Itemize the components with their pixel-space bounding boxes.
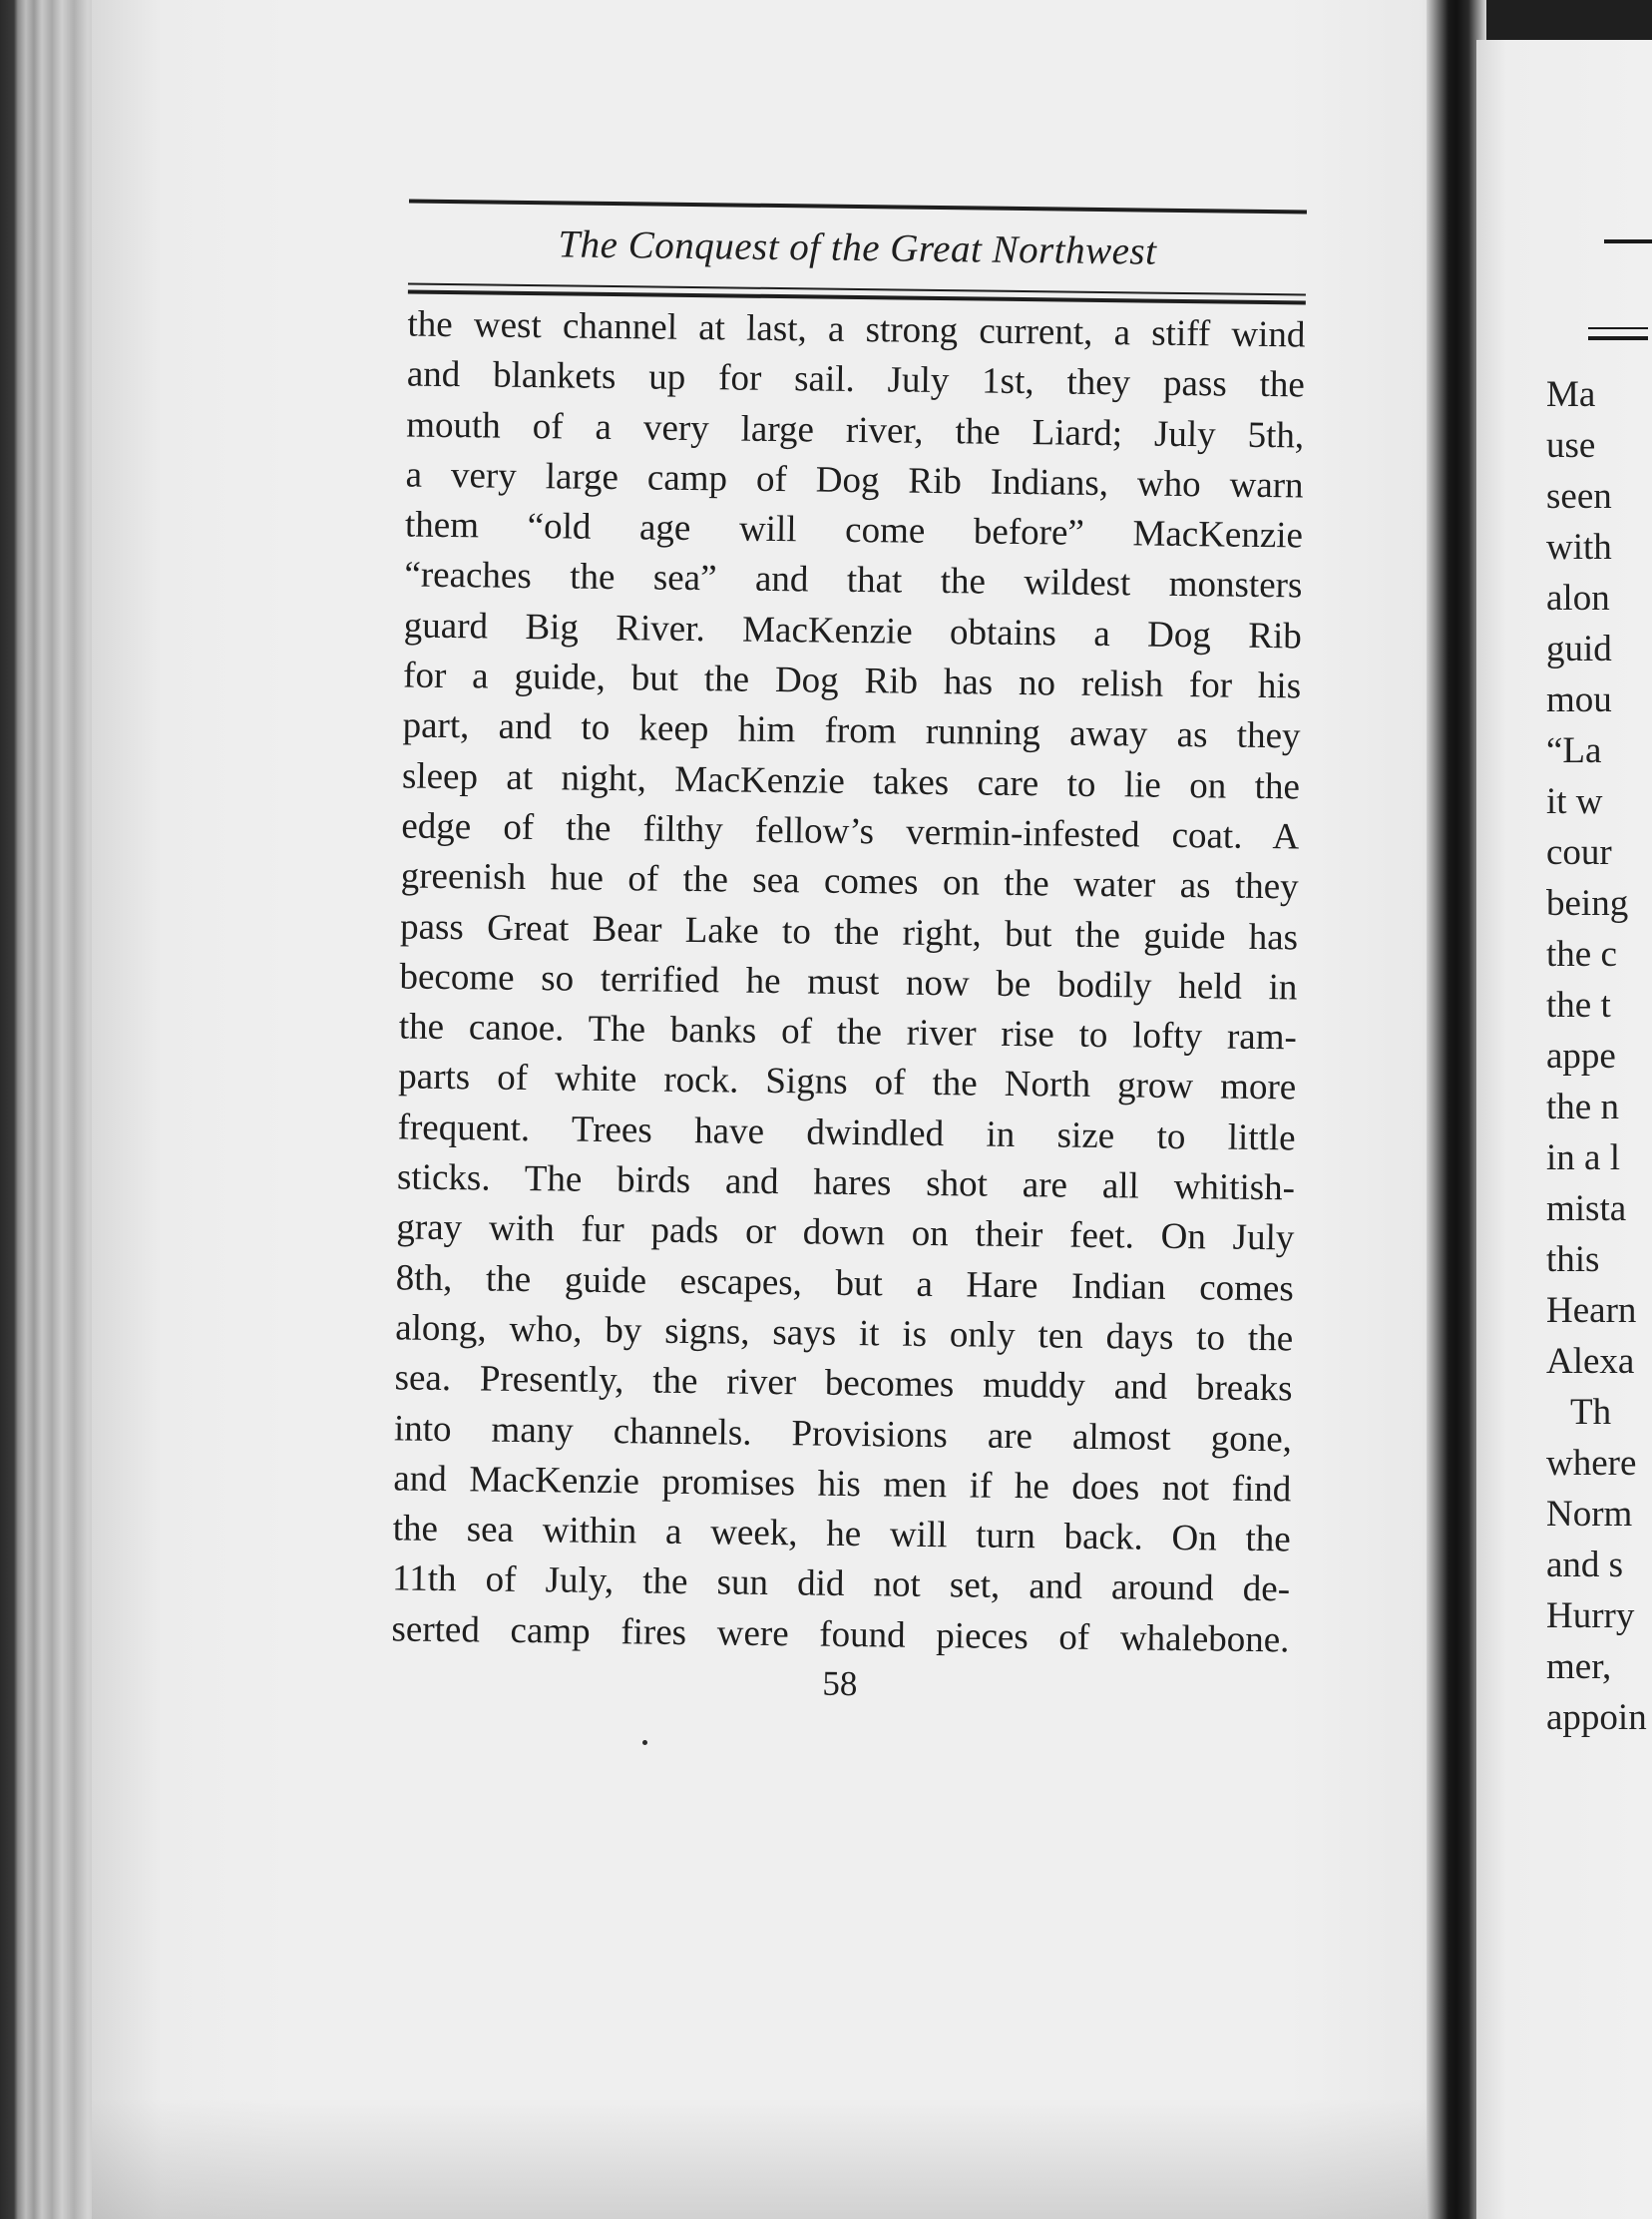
adjacent-line: this — [1546, 1239, 1600, 1280]
adjacent-line: “La — [1546, 730, 1602, 771]
body-line: part, and to keep him from running away as they — [402, 704, 1301, 757]
adjacent-line: being — [1546, 883, 1629, 924]
body-line: the sea within a week, he will turn back. On the — [392, 1508, 1291, 1560]
body-line: and blankets up for sail. July 1st, they pass the — [406, 353, 1306, 406]
body-line: into many channels. Provisions are almost gone, — [393, 1407, 1293, 1460]
adjacent-line: the t — [1546, 985, 1611, 1026]
body-line: edge of the filthy fellow’s vermin-infested coat. A — [401, 805, 1300, 858]
body-line: 8th, the guide escapes, but a Hare Indian comes — [395, 1257, 1295, 1310]
body-line: gray with fur pads or down on their feet. On July — [396, 1206, 1295, 1259]
body-line: guard Big River. MacKenzie obtains a Dog Rib — [403, 605, 1302, 658]
body-line: sleep at night, MacKenzie takes care to lie on the — [401, 755, 1301, 808]
adjacent-line: use — [1546, 425, 1596, 466]
body-line: the canoe. The banks of the river rise to lofty ram- — [398, 1006, 1298, 1059]
adjacent-line: mer, — [1546, 1646, 1612, 1687]
adjacent-line: and s — [1546, 1545, 1624, 1585]
page-content — [391, 200, 1307, 1712]
page-bottom-shadow — [92, 2099, 1456, 2219]
page-number: 58 — [822, 1663, 858, 1704]
body-line: serted camp fires were found pieces of whalebone. — [391, 1608, 1290, 1661]
body-line: them “old age will come before” MacKenzie — [404, 504, 1304, 557]
body-line: along, who, by signs, says it is only ten days to the — [394, 1307, 1294, 1360]
adjacent-line: alon — [1546, 578, 1610, 619]
body-line: mouth of a very large river, the Liard; July 5th, — [406, 404, 1305, 457]
adjacent-line: it w — [1546, 781, 1603, 822]
body-line: 11th of July, the sun did not set, and around de- — [391, 1557, 1291, 1610]
body-line: the west channel at last, a strong current, a stiff wind — [407, 303, 1306, 356]
body-line: and MacKenzie promises his men if he does not find — [393, 1458, 1292, 1511]
adjacent-line: Alexa — [1546, 1341, 1635, 1382]
adjacent-line: Hearn — [1546, 1290, 1637, 1331]
adjacent-line: appoin — [1546, 1697, 1647, 1738]
body-line: for a guide, but the Dog Rib has no relish for his — [402, 655, 1302, 707]
adjacent-line: Ma — [1546, 374, 1596, 415]
adjacent-page-text — [1546, 369, 1652, 1743]
adjacent-line: Norm — [1546, 1494, 1633, 1535]
adjacent-line: the n — [1546, 1087, 1619, 1127]
adjacent-line: where — [1546, 1443, 1637, 1484]
body-line: greenish hue of the sea comes on the water as they — [400, 855, 1299, 908]
body-line: a very large camp of Dog Rib Indians, who warn — [405, 454, 1304, 507]
adjacent-line: mou — [1546, 679, 1612, 720]
body-line: sticks. The birds and hares shot are all whitish- — [396, 1156, 1296, 1209]
adjacent-line: in a l — [1546, 1137, 1620, 1178]
adjacent-header-rule — [1588, 336, 1648, 340]
adjacent-line: cour — [1546, 832, 1612, 873]
body-text — [391, 299, 1306, 1665]
adjacent-line: mista — [1546, 1188, 1627, 1229]
adjacent-line: seen — [1546, 476, 1612, 517]
adjacent-line: appe — [1546, 1036, 1616, 1077]
body-line: pass Great Bear Lake to the right, but the guide has — [399, 906, 1299, 959]
adjacent-line: guid — [1546, 629, 1612, 669]
adjacent-line: Th — [1570, 1392, 1612, 1433]
adjacent-header-rule — [1588, 327, 1648, 329]
print-speck — [642, 1740, 647, 1745]
adjacent-header-rule — [1604, 239, 1652, 243]
adjacent-line: with — [1546, 527, 1612, 568]
body-line: become so terrified he must now be bodily held in — [399, 956, 1298, 1009]
right-page-partial — [1476, 40, 1652, 2219]
body-line: parts of white rock. Signs of the North grow more — [398, 1056, 1297, 1109]
body-line: “reaches the sea” and that the wildest monsters — [404, 554, 1303, 607]
body-line: frequent. Trees have dwindled in size to little — [397, 1107, 1296, 1159]
body-line: sea. Presently, the river becomes muddy and breaks — [394, 1357, 1293, 1410]
adjacent-line: Hurry — [1546, 1595, 1635, 1636]
running-header: The Conquest of the Great Northwest — [558, 222, 1157, 273]
adjacent-line: the c — [1546, 934, 1617, 975]
